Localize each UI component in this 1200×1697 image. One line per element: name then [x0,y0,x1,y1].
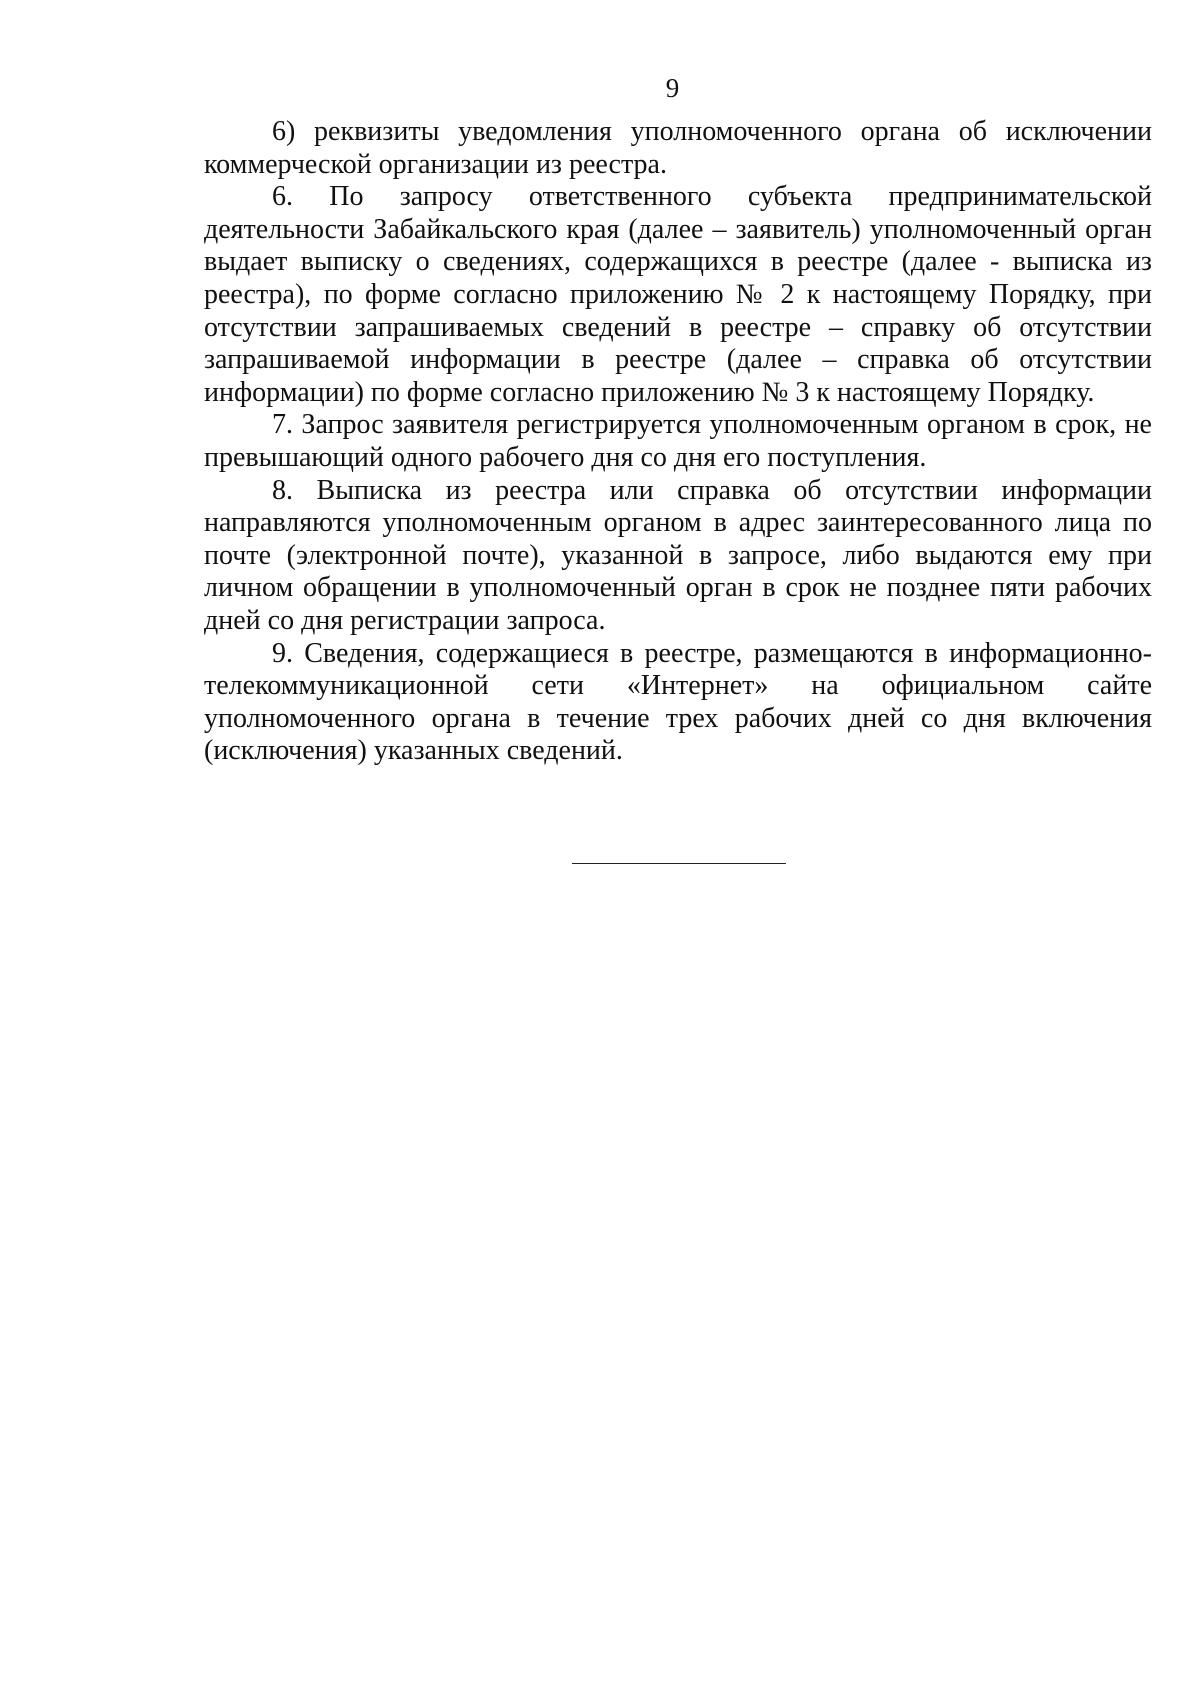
paragraph-8-extract-delivery: 8. Выписка из реестра или справка об отсутствии информации направляются уполномоченным органом в адрес заинтересованного лица по почте (электронной почте), указанной в запросе, либо выдаются ему при личном обращении в уполномоченный орган в срок не позднее пяти рабочих дней со дня регистрации запроса. [204,474,1152,636]
paragraph-item-6-requisites: 6) реквизиты уведомления уполномоченного органа об исключении коммерческой организации из реестра. [204,116,1152,180]
page-number: 9 [665,73,680,103]
paragraph-9-internet-publication: 9. Сведения, содержащиеся в реестре, размещаются в информационно-телекоммуникационной сети «Интернет» на официальном сайте уполномоченного органа в течение трех рабочих дней со дня включения (исключения) указанных сведений. [204,637,1152,767]
paragraph-7-request-registration: 7. Запрос заявителя регистрируется уполномоченным органом в срок, не превышающий одного рабочего дня со дня его поступления. [204,409,1152,473]
paragraph-6-extract-request: 6. По запросу ответственного субъекта предпринимательской деятельности Забайкальского края (далее – заявитель) уполномоченный орган выдает выписку о сведениях, содержащихся в реестре (далее - выписка из реестра), по форме согласно приложению № 2 к настоящему Порядку, при отсутствии запрашиваемых сведений в реестре – справку об отсутствии запрашиваемой информации в реестре (далее – справка об отсутствии информации) по форме согласно приложению № 3 к настоящему Порядку. [204,181,1152,408]
end-of-document-rule [572,863,786,864]
document-body [204,116,1152,768]
